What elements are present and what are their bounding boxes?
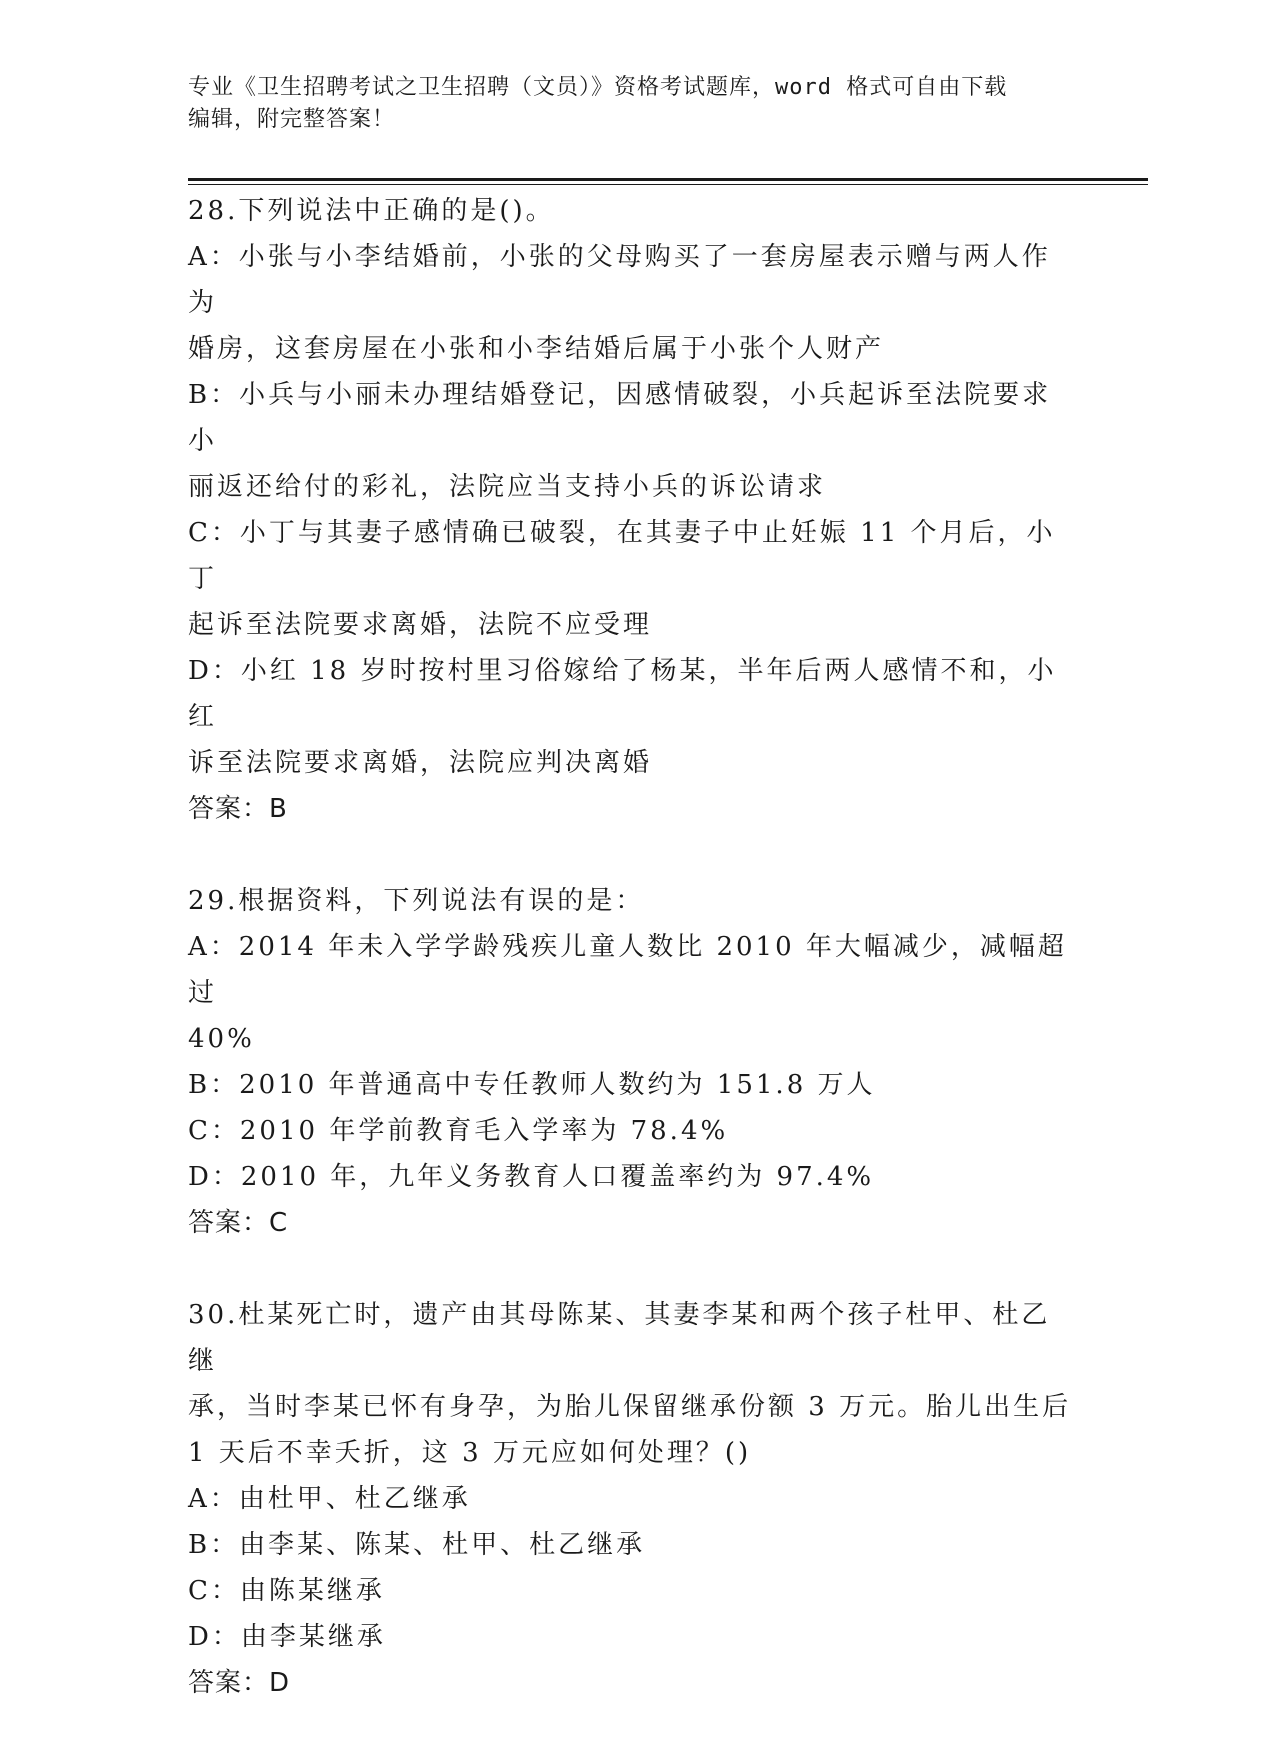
answer-label: 答案：D xyxy=(188,1668,291,1698)
question-28 xyxy=(188,188,1078,832)
option-d: D：小红 18 岁时按村里习俗嫁给了杨某，半年后两人感情不和，小红 诉至法院要求离婚，法院应判决离婚 xyxy=(188,656,1057,778)
question-29 xyxy=(188,878,1078,1246)
question-stem: 29.根据资料，下列说法有误的是： xyxy=(188,886,645,916)
option-b: B：小兵与小丽未办理结婚登记，因感情破裂，小兵起诉至法院要求小 丽返还给付的彩礼，法院应当支持小兵的诉讼请求 xyxy=(188,380,1052,502)
question-stem: 30.杜某死亡时，遗产由其母陈某、其妻李某和两个孩子杜甲、杜乙继 承，当时李某已怀有身孕，为胎儿保留继承份额 3 万元。胎儿出生后 1 天后不幸夭折，这 3 万元应如何处理？() xyxy=(188,1300,1072,1468)
option-c: C：小丁与其妻子感情确已破裂，在其妻子中止妊娠 11 个月后，小丁 起诉至法院要求离婚，法院不应受理 xyxy=(188,518,1056,640)
option-c: C：由陈某继承 xyxy=(188,1576,385,1606)
header-line-1: 专业《卫生招聘考试之卫生招聘（文员）》资格考试题库，word 格式可自由下载 xyxy=(188,75,1008,100)
option-c: C：2010 年学前教育毛入学率为 78.4% xyxy=(188,1116,729,1146)
option-b: B：2010 年普通高中专任教师人数约为 151.8 万人 xyxy=(188,1070,876,1100)
question-30 xyxy=(188,1292,1078,1706)
question-stem: 28.下列说法中正确的是()。 xyxy=(188,196,555,226)
option-a: A：2014 年未入学学龄残疾儿童人数比 2010 年大幅减少，减幅超过 40% xyxy=(188,932,1067,1054)
header-divider-thin xyxy=(188,184,1148,185)
option-b: B：由李某、陈某、杜甲、杜乙继承 xyxy=(188,1530,646,1560)
answer-label: 答案：C xyxy=(188,1208,289,1238)
answer-label: 答案：B xyxy=(188,794,288,824)
option-a: A：小张与小李结婚前，小张的父母购买了一套房屋表示赠与两人作为 婚房，这套房屋在小张和小李结婚后属于小张个人财产 xyxy=(188,242,1051,364)
header-line-2: 编辑，附完整答案！ xyxy=(188,107,396,132)
option-a: A：由杜甲、杜乙继承 xyxy=(188,1484,471,1514)
option-d: D：由李某继承 xyxy=(188,1622,386,1652)
document-header xyxy=(188,72,1068,136)
option-d: D：2010 年，九年义务教育人口覆盖率约为 97.4% xyxy=(188,1162,875,1192)
header-divider-thick xyxy=(188,178,1148,181)
question-list xyxy=(188,188,1078,1752)
